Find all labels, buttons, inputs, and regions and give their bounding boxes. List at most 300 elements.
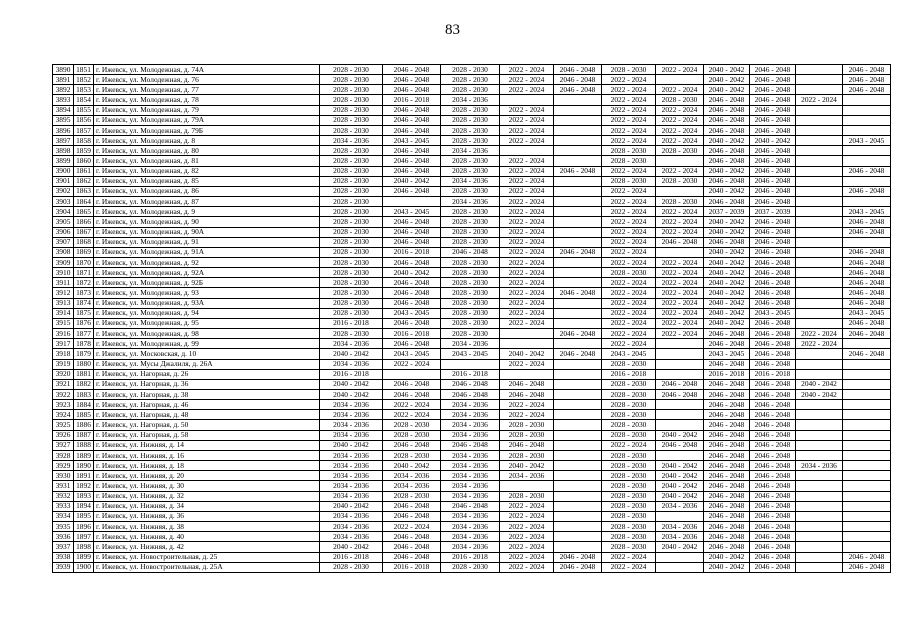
period-cell: 2040 - 2042	[320, 501, 383, 511]
period-cell: 2028 - 2030	[320, 217, 383, 227]
period-cell: 2040 - 2042	[704, 227, 750, 237]
period-cell: 2028 - 2030	[383, 450, 441, 460]
address-cell: г. Ижевск, ул. Молодежная, д. 82	[94, 166, 320, 176]
period-cell: 2028 - 2030	[320, 247, 383, 257]
address-cell: г. Ижевск, ул. Нагорная, д. 38	[94, 390, 320, 400]
period-cell: 2046 - 2048	[383, 227, 441, 237]
row-number: 3918	[53, 349, 74, 359]
period-cell	[554, 197, 602, 207]
period-cell	[554, 461, 602, 471]
period-cell	[796, 318, 843, 328]
period-cell: 2040 - 2042	[704, 278, 750, 288]
period-cell: 2028 - 2030	[320, 329, 383, 339]
item-number: 1856	[74, 115, 94, 125]
period-cell: 2040 - 2042	[656, 542, 704, 552]
period-cell: 2046 - 2048	[704, 450, 750, 460]
period-cell: 2046 - 2048	[704, 522, 750, 532]
period-cell: 2022 - 2024	[500, 552, 554, 562]
period-cell: 2046 - 2048	[750, 440, 796, 450]
period-cell	[656, 552, 704, 562]
period-cell: 2046 - 2048	[750, 105, 796, 115]
period-cell: 2022 - 2024	[602, 85, 656, 95]
period-cell	[796, 430, 843, 440]
table-row	[53, 450, 891, 460]
period-cell: 2022 - 2024	[500, 105, 554, 115]
period-cell: 2028 - 2030	[441, 166, 500, 176]
period-cell: 2046 - 2048	[750, 511, 796, 521]
item-number: 1899	[74, 552, 94, 562]
period-cell: 2016 - 2018	[383, 329, 441, 339]
period-cell	[554, 237, 602, 247]
period-cell: 2046 - 2048	[750, 491, 796, 501]
period-cell: 2034 - 2036	[320, 359, 383, 369]
period-cell: 2028 - 2030	[320, 186, 383, 196]
period-cell: 2028 - 2030	[383, 430, 441, 440]
address-cell: г. Ижевск, ул. Нагорная, д. 46	[94, 400, 320, 410]
period-cell: 2046 - 2048	[843, 349, 891, 359]
period-cell: 2046 - 2048	[750, 288, 796, 298]
period-cell	[554, 308, 602, 318]
period-cell: 2046 - 2048	[383, 339, 441, 349]
period-cell	[656, 562, 704, 572]
period-cell: 2028 - 2030	[441, 186, 500, 196]
period-cell: 2022 - 2024	[500, 511, 554, 521]
period-cell: 2046 - 2048	[750, 562, 796, 572]
item-number: 1872	[74, 278, 94, 288]
period-cell: 2046 - 2048	[554, 166, 602, 176]
item-number: 1863	[74, 186, 94, 196]
period-cell	[500, 95, 554, 105]
period-cell: 2034 - 2036	[441, 522, 500, 532]
period-cell: 2028 - 2030	[656, 176, 704, 186]
period-cell	[554, 257, 602, 267]
address-cell: г. Ижевск, ул. Молодежная, д. 85	[94, 176, 320, 186]
period-cell	[843, 115, 891, 125]
period-cell: 2046 - 2048	[704, 471, 750, 481]
period-cell	[796, 288, 843, 298]
schedule-table-body	[53, 65, 891, 573]
period-cell: 2046 - 2048	[750, 420, 796, 430]
table-row	[53, 511, 891, 521]
period-cell: 2028 - 2030	[441, 278, 500, 288]
period-cell: 2046 - 2048	[843, 65, 891, 75]
period-cell: 2040 - 2042	[704, 217, 750, 227]
period-cell: 2034 - 2036	[656, 522, 704, 532]
period-cell: 2028 - 2030	[320, 278, 383, 288]
period-cell: 2028 - 2030	[602, 176, 656, 186]
period-cell	[843, 379, 891, 389]
period-cell: 2034 - 2036	[320, 481, 383, 491]
period-cell	[796, 166, 843, 176]
period-cell: 2022 - 2024	[656, 268, 704, 278]
period-cell: 2046 - 2048	[704, 125, 750, 135]
period-cell: 2046 - 2048	[704, 400, 750, 410]
period-cell: 2034 - 2036	[441, 481, 500, 491]
period-cell: 2028 - 2030	[320, 65, 383, 75]
period-cell	[796, 227, 843, 237]
item-number: 1852	[74, 75, 94, 85]
item-number: 1873	[74, 288, 94, 298]
period-cell	[796, 186, 843, 196]
period-cell: 2028 - 2030	[320, 298, 383, 308]
item-number: 1868	[74, 237, 94, 247]
period-cell	[796, 552, 843, 562]
item-number: 1883	[74, 390, 94, 400]
period-cell: 2046 - 2048	[383, 166, 441, 176]
period-cell: 2034 - 2036	[320, 471, 383, 481]
row-number: 3897	[53, 136, 74, 146]
period-cell: 2028 - 2030	[320, 237, 383, 247]
period-cell: 2037 - 2039	[750, 207, 796, 217]
period-cell	[796, 247, 843, 257]
period-cell: 2028 - 2030	[320, 75, 383, 85]
item-number: 1893	[74, 491, 94, 501]
period-cell: 2022 - 2024	[656, 227, 704, 237]
address-cell: г. Ижевск, ул. Нижняя, д. 30	[94, 481, 320, 491]
period-cell: 2022 - 2024	[500, 247, 554, 257]
period-cell	[554, 359, 602, 369]
period-cell: 2046 - 2048	[843, 278, 891, 288]
period-cell	[554, 491, 602, 501]
address-cell: г. Ижевск, ул. Молодежная, д. 9	[94, 207, 320, 217]
period-cell: 2046 - 2048	[500, 379, 554, 389]
row-number: 3905	[53, 217, 74, 227]
period-cell: 2046 - 2048	[704, 379, 750, 389]
period-cell	[843, 461, 891, 471]
period-cell: 2046 - 2048	[383, 511, 441, 521]
address-cell: г. Ижевск, ул. Нижняя, д. 40	[94, 532, 320, 542]
address-cell: г. Ижевск, ул. Нагорная, д. 26	[94, 369, 320, 379]
period-cell: 2040 - 2042	[656, 481, 704, 491]
period-cell: 2046 - 2048	[704, 176, 750, 186]
period-cell: 2046 - 2048	[750, 481, 796, 491]
period-cell: 2028 - 2030	[602, 379, 656, 389]
row-number: 3898	[53, 146, 74, 156]
table-row	[53, 105, 891, 115]
period-cell	[843, 105, 891, 115]
period-cell: 2028 - 2030	[441, 85, 500, 95]
period-cell: 2028 - 2030	[320, 125, 383, 135]
address-cell: г. Ижевск, ул. Молодежная, д. 93А	[94, 298, 320, 308]
period-cell: 2046 - 2048	[704, 481, 750, 491]
period-cell: 2028 - 2030	[602, 461, 656, 471]
period-cell: 2034 - 2036	[441, 491, 500, 501]
period-cell: 2043 - 2045	[843, 136, 891, 146]
period-cell: 2022 - 2024	[656, 115, 704, 125]
period-cell: 2040 - 2042	[656, 471, 704, 481]
table-row	[53, 430, 891, 440]
period-cell: 2046 - 2048	[704, 491, 750, 501]
table-row	[53, 369, 891, 379]
period-cell: 2046 - 2048	[383, 390, 441, 400]
period-cell	[656, 339, 704, 349]
period-cell: 2046 - 2048	[750, 400, 796, 410]
period-cell: 2046 - 2048	[383, 186, 441, 196]
period-cell	[796, 75, 843, 85]
period-cell: 2022 - 2024	[656, 65, 704, 75]
period-cell: 2046 - 2048	[704, 329, 750, 339]
table-row	[53, 359, 891, 369]
period-cell	[796, 450, 843, 460]
period-cell: 2034 - 2036	[441, 410, 500, 420]
table-row	[53, 390, 891, 400]
period-cell	[796, 85, 843, 95]
period-cell: 2046 - 2048	[750, 247, 796, 257]
period-cell: 2022 - 2024	[500, 288, 554, 298]
period-cell: 2046 - 2048	[383, 85, 441, 95]
period-cell: 2046 - 2048	[554, 349, 602, 359]
period-cell: 2016 - 2018	[750, 369, 796, 379]
period-cell	[383, 369, 441, 379]
period-cell: 2028 - 2030	[602, 450, 656, 460]
period-cell: 2040 - 2042	[704, 85, 750, 95]
period-cell: 2022 - 2024	[383, 522, 441, 532]
period-cell: 2034 - 2036	[441, 461, 500, 471]
address-cell: г. Ижевск, ул. Молодежная, д. 79	[94, 105, 320, 115]
period-cell: 2043 - 2045	[843, 207, 891, 217]
period-cell	[554, 379, 602, 389]
table-row	[53, 166, 891, 176]
period-cell: 2046 - 2048	[750, 65, 796, 75]
period-cell: 2046 - 2048	[554, 329, 602, 339]
period-cell: 2034 - 2036	[320, 450, 383, 460]
period-cell: 2046 - 2048	[750, 176, 796, 186]
address-cell: г. Ижевск, ул. Молодежная, д. 80	[94, 146, 320, 156]
period-cell: 2022 - 2024	[656, 257, 704, 267]
period-cell	[843, 410, 891, 420]
item-number: 1877	[74, 329, 94, 339]
item-number: 1866	[74, 217, 94, 227]
item-number: 1858	[74, 136, 94, 146]
period-cell	[796, 400, 843, 410]
period-cell: 2022 - 2024	[602, 95, 656, 105]
period-cell: 2046 - 2048	[500, 440, 554, 450]
period-cell: 2034 - 2036	[441, 450, 500, 460]
period-cell	[554, 430, 602, 440]
period-cell: 2046 - 2048	[383, 156, 441, 166]
item-number: 1857	[74, 125, 94, 135]
period-cell: 2028 - 2030	[602, 400, 656, 410]
period-cell: 2034 - 2036	[441, 532, 500, 542]
period-cell: 2028 - 2030	[320, 95, 383, 105]
period-cell: 2034 - 2036	[441, 420, 500, 430]
period-cell: 2022 - 2024	[500, 227, 554, 237]
row-number: 3915	[53, 318, 74, 328]
period-cell: 2046 - 2048	[704, 501, 750, 511]
period-cell: 2040 - 2042	[320, 379, 383, 389]
period-cell: 2028 - 2030	[320, 562, 383, 572]
period-cell: 2046 - 2048	[554, 65, 602, 75]
row-number: 3893	[53, 95, 74, 105]
period-cell	[554, 105, 602, 115]
period-cell: 2016 - 2018	[383, 247, 441, 257]
row-number: 3890	[53, 65, 74, 75]
period-cell: 2046 - 2048	[843, 227, 891, 237]
period-cell: 2046 - 2048	[441, 501, 500, 511]
period-cell: 2046 - 2048	[704, 115, 750, 125]
period-cell	[796, 65, 843, 75]
period-cell: 2046 - 2048	[843, 75, 891, 85]
item-number: 1869	[74, 247, 94, 257]
period-cell: 2040 - 2042	[500, 349, 554, 359]
period-cell: 2016 - 2018	[441, 552, 500, 562]
period-cell: 2028 - 2030	[656, 197, 704, 207]
period-cell	[554, 410, 602, 420]
table-row	[53, 522, 891, 532]
period-cell: 2016 - 2018	[383, 95, 441, 105]
period-cell	[554, 146, 602, 156]
period-cell: 2022 - 2024	[500, 257, 554, 267]
period-cell: 2022 - 2024	[500, 268, 554, 278]
row-number: 3927	[53, 440, 74, 450]
period-cell: 2046 - 2048	[750, 410, 796, 420]
period-cell	[843, 400, 891, 410]
period-cell: 2046 - 2048	[704, 197, 750, 207]
period-cell: 2022 - 2024	[796, 339, 843, 349]
period-cell: 2046 - 2048	[750, 268, 796, 278]
row-number: 3935	[53, 522, 74, 532]
row-number: 3938	[53, 552, 74, 562]
period-cell: 2022 - 2024	[656, 217, 704, 227]
period-cell: 2022 - 2024	[656, 85, 704, 95]
period-cell: 2046 - 2048	[750, 359, 796, 369]
item-number: 1880	[74, 359, 94, 369]
period-cell: 2046 - 2048	[750, 125, 796, 135]
period-cell: 2040 - 2042	[704, 186, 750, 196]
period-cell: 2028 - 2030	[441, 207, 500, 217]
address-cell: г. Ижевск, ул. Нижняя, д. 36	[94, 511, 320, 521]
period-cell	[554, 532, 602, 542]
period-cell: 2028 - 2030	[441, 329, 500, 339]
period-cell: 2040 - 2042	[704, 318, 750, 328]
period-cell: 2046 - 2048	[750, 339, 796, 349]
period-cell: 2022 - 2024	[656, 288, 704, 298]
period-cell	[656, 156, 704, 166]
period-cell: 2028 - 2030	[602, 491, 656, 501]
row-number: 3913	[53, 298, 74, 308]
period-cell: 2028 - 2030	[441, 156, 500, 166]
period-cell: 2022 - 2024	[500, 217, 554, 227]
period-cell: 2034 - 2036	[320, 136, 383, 146]
period-cell: 2022 - 2024	[602, 197, 656, 207]
period-cell: 2040 - 2042	[383, 461, 441, 471]
period-cell	[656, 511, 704, 521]
period-cell: 2037 - 2039	[704, 207, 750, 217]
period-cell: 2028 - 2030	[441, 75, 500, 85]
address-cell: г. Ижевск, ул. Молодежная, д. 93	[94, 288, 320, 298]
period-cell: 2028 - 2030	[441, 268, 500, 278]
period-cell	[843, 511, 891, 521]
period-cell	[554, 390, 602, 400]
period-cell: 2046 - 2048	[750, 197, 796, 207]
period-cell	[554, 318, 602, 328]
period-cell	[796, 217, 843, 227]
address-cell: г. Ижевск, ул. Нижняя, д. 20	[94, 471, 320, 481]
item-number: 1888	[74, 440, 94, 450]
period-cell: 2028 - 2030	[602, 532, 656, 542]
period-cell	[843, 339, 891, 349]
period-cell	[554, 501, 602, 511]
period-cell	[796, 105, 843, 115]
period-cell	[554, 227, 602, 237]
period-cell: 2022 - 2024	[656, 308, 704, 318]
period-cell	[554, 176, 602, 186]
period-cell	[554, 450, 602, 460]
period-cell	[554, 136, 602, 146]
row-number: 3922	[53, 390, 74, 400]
address-cell: г. Ижевск, ул. Молодежная, д. 90	[94, 217, 320, 227]
period-cell: 2028 - 2030	[602, 481, 656, 491]
period-cell	[656, 450, 704, 460]
item-number: 1854	[74, 95, 94, 105]
period-cell: 2022 - 2024	[500, 65, 554, 75]
item-number: 1895	[74, 511, 94, 521]
address-cell: г. Ижевск, ул. Нагорная, д. 50	[94, 420, 320, 430]
period-cell: 2016 - 2018	[320, 318, 383, 328]
table-row	[53, 268, 891, 278]
period-cell: 2016 - 2018	[320, 369, 383, 379]
period-cell: 2028 - 2030	[320, 268, 383, 278]
period-cell: 2022 - 2024	[656, 207, 704, 217]
period-cell: 2022 - 2024	[796, 95, 843, 105]
period-cell: 2028 - 2030	[320, 146, 383, 156]
address-cell: г. Ижевск, ул. Молодежная, д. 91	[94, 237, 320, 247]
table-row	[53, 186, 891, 196]
period-cell: 2028 - 2030	[602, 268, 656, 278]
period-cell	[554, 298, 602, 308]
period-cell: 2043 - 2045	[843, 308, 891, 318]
item-number: 1898	[74, 542, 94, 552]
address-cell: г. Ижевск, ул. Молодежная, д. 92	[94, 257, 320, 267]
period-cell: 2046 - 2048	[704, 461, 750, 471]
table-row	[53, 481, 891, 491]
period-cell: 2034 - 2036	[320, 532, 383, 542]
period-cell: 2022 - 2024	[602, 318, 656, 328]
item-number: 1860	[74, 156, 94, 166]
period-cell: 2046 - 2048	[750, 227, 796, 237]
period-cell: 2046 - 2048	[383, 115, 441, 125]
row-number: 3901	[53, 176, 74, 186]
address-cell: г. Ижевск, ул. Молодежная, д. 76	[94, 75, 320, 85]
period-cell: 2040 - 2042	[704, 268, 750, 278]
item-number: 1879	[74, 349, 94, 359]
period-cell: 2046 - 2048	[704, 542, 750, 552]
period-cell: 2046 - 2048	[843, 186, 891, 196]
period-cell: 2046 - 2048	[750, 390, 796, 400]
period-cell: 2022 - 2024	[500, 522, 554, 532]
row-number: 3923	[53, 400, 74, 410]
period-cell	[441, 359, 500, 369]
item-number: 1871	[74, 268, 94, 278]
period-cell: 2046 - 2048	[750, 461, 796, 471]
period-cell: 2040 - 2042	[704, 562, 750, 572]
period-cell: 2022 - 2024	[602, 552, 656, 562]
table-row	[53, 339, 891, 349]
period-cell: 2034 - 2036	[320, 522, 383, 532]
period-cell: 2040 - 2042	[704, 298, 750, 308]
period-cell	[843, 359, 891, 369]
page-number: 83	[445, 22, 460, 38]
period-cell: 2022 - 2024	[500, 186, 554, 196]
period-cell: 2028 - 2030	[441, 125, 500, 135]
table-row	[53, 146, 891, 156]
period-cell	[554, 156, 602, 166]
period-cell: 2022 - 2024	[500, 85, 554, 95]
table-row	[53, 65, 891, 75]
period-cell: 2028 - 2030	[500, 420, 554, 430]
period-cell	[796, 471, 843, 481]
period-cell	[796, 176, 843, 186]
